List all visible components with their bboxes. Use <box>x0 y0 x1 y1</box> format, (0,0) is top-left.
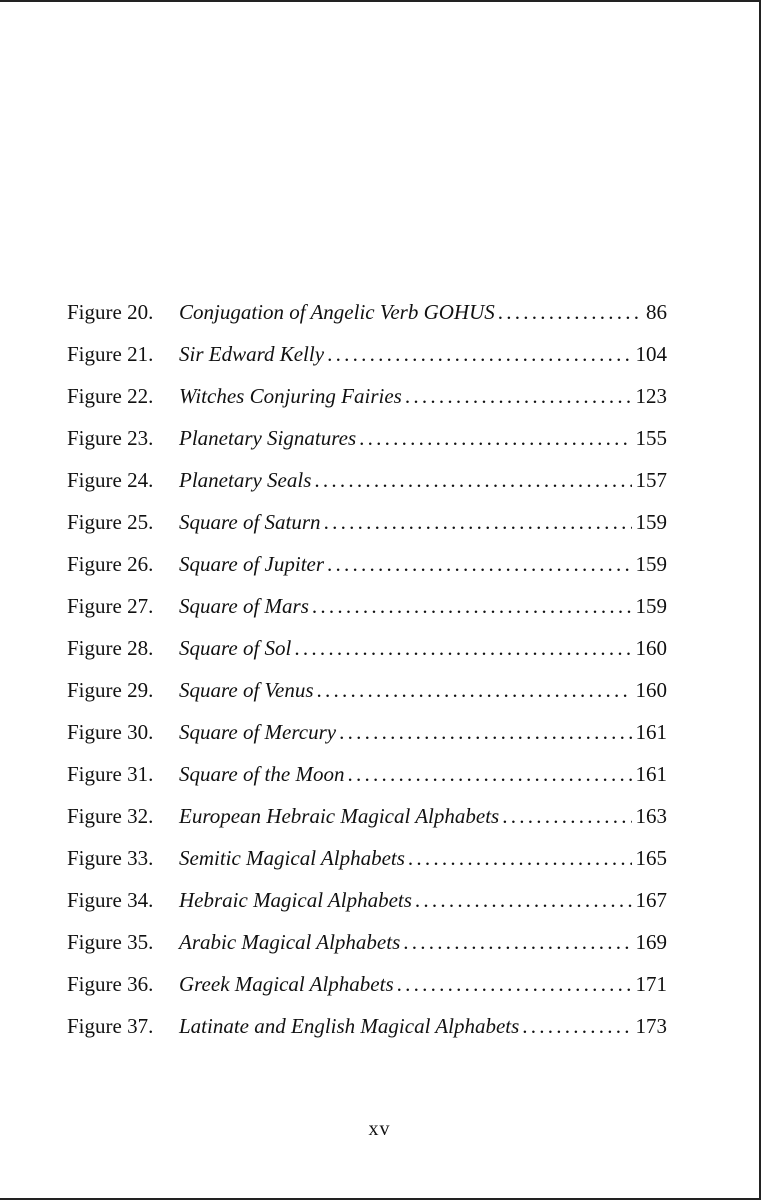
page-number: 86 <box>646 300 667 324</box>
dot-leader <box>321 501 632 543</box>
figure-label: Figure 24. <box>67 468 154 492</box>
figure-label: Figure 32. <box>67 804 154 828</box>
page-number: 123 <box>635 384 667 408</box>
figure-title: Sir Edward Kelly <box>179 342 325 366</box>
figure-label: Figure 27. <box>67 594 154 618</box>
page-number: 160 <box>635 636 667 660</box>
figure-title: Square of Saturn <box>179 510 321 534</box>
dot-leader <box>394 963 632 1005</box>
figure-label: Figure 20. <box>67 300 154 324</box>
dot-leader <box>495 291 642 333</box>
page-number: 165 <box>635 846 667 870</box>
figure-label: Figure 29. <box>67 678 154 702</box>
figure-label: Figure 22. <box>67 384 154 408</box>
figure-label: Figure 31. <box>67 762 154 786</box>
dot-leader <box>402 375 632 417</box>
figure-title: Square of Venus <box>179 678 314 702</box>
toc-entry <box>67 375 667 417</box>
toc-entry <box>67 627 667 669</box>
figure-label: Figure 37. <box>67 1014 154 1038</box>
page-number: 167 <box>635 888 667 912</box>
figure-title: Greek Magical Alphabets <box>179 972 394 996</box>
toc-entry <box>67 837 667 879</box>
dot-leader <box>291 627 631 669</box>
toc-entry <box>67 1005 667 1047</box>
dot-leader <box>324 543 631 585</box>
page-number: 155 <box>635 426 667 450</box>
toc-entry <box>67 921 667 963</box>
toc-entry <box>67 585 667 627</box>
figure-label: Figure 23. <box>67 426 154 450</box>
figure-title: Planetary Seals <box>179 468 312 492</box>
list-of-figures <box>67 291 667 1047</box>
page-number: 157 <box>635 468 667 492</box>
toc-entry <box>67 501 667 543</box>
page-number: 173 <box>635 1014 667 1038</box>
figure-title: European Hebraic Magical Alphabets <box>179 804 500 828</box>
page-number: 160 <box>635 678 667 702</box>
toc-entry <box>67 543 667 585</box>
page-number: 169 <box>635 930 667 954</box>
toc-entry <box>67 333 667 375</box>
page-number: 104 <box>635 342 667 366</box>
toc-entry <box>67 459 667 501</box>
figure-label: Figure 34. <box>67 888 154 912</box>
figure-title: Semitic Magical Alphabets <box>179 846 405 870</box>
figure-title: Planetary Signatures <box>179 426 357 450</box>
toc-entry <box>67 795 667 837</box>
figure-title: Square of Mars <box>179 594 309 618</box>
figure-title: Witches Conjuring Fairies <box>179 384 402 408</box>
dot-leader <box>324 333 631 375</box>
figure-title: Hebraic Magical Alphabets <box>179 888 412 912</box>
dot-leader <box>336 711 631 753</box>
toc-entry <box>67 963 667 1005</box>
dot-leader <box>405 837 632 879</box>
page-number: 171 <box>635 972 667 996</box>
figure-label: Figure 30. <box>67 720 154 744</box>
page-number: 161 <box>635 720 667 744</box>
figure-title: Square of Mercury <box>179 720 337 744</box>
toc-entry <box>67 711 667 753</box>
dot-leader <box>311 459 631 501</box>
figure-label: Figure 33. <box>67 846 154 870</box>
page-number: 159 <box>635 552 667 576</box>
toc-entry <box>67 291 667 333</box>
dot-leader <box>519 1005 631 1047</box>
figure-title: Conjugation of Angelic Verb GOHUS <box>179 300 495 324</box>
dot-leader <box>400 921 631 963</box>
figure-label: Figure 25. <box>67 510 154 534</box>
toc-entry <box>67 417 667 459</box>
figure-label: Figure 21. <box>67 342 154 366</box>
figure-title: Square of Jupiter <box>179 552 325 576</box>
page-number: 159 <box>635 594 667 618</box>
dot-leader <box>344 753 631 795</box>
dot-leader <box>499 795 631 837</box>
figure-title: Arabic Magical Alphabets <box>179 930 401 954</box>
figure-title: Square of Sol <box>179 636 292 660</box>
page-number: 163 <box>635 804 667 828</box>
dot-leader <box>356 417 631 459</box>
dot-leader <box>412 879 632 921</box>
toc-entry <box>67 753 667 795</box>
figure-label: Figure 35. <box>67 930 154 954</box>
page-folio: xv <box>368 1118 391 1140</box>
figure-label: Figure 36. <box>67 972 154 996</box>
dot-leader <box>309 585 632 627</box>
toc-entry <box>67 879 667 921</box>
page-number: 161 <box>635 762 667 786</box>
figure-title: Latinate and English Magical Alphabets <box>179 1014 520 1038</box>
figure-label: Figure 28. <box>67 636 154 660</box>
toc-entry <box>67 669 667 711</box>
page-number: 159 <box>635 510 667 534</box>
figure-title: Square of the Moon <box>179 762 345 786</box>
figure-label: Figure 26. <box>67 552 154 576</box>
dot-leader <box>314 669 632 711</box>
